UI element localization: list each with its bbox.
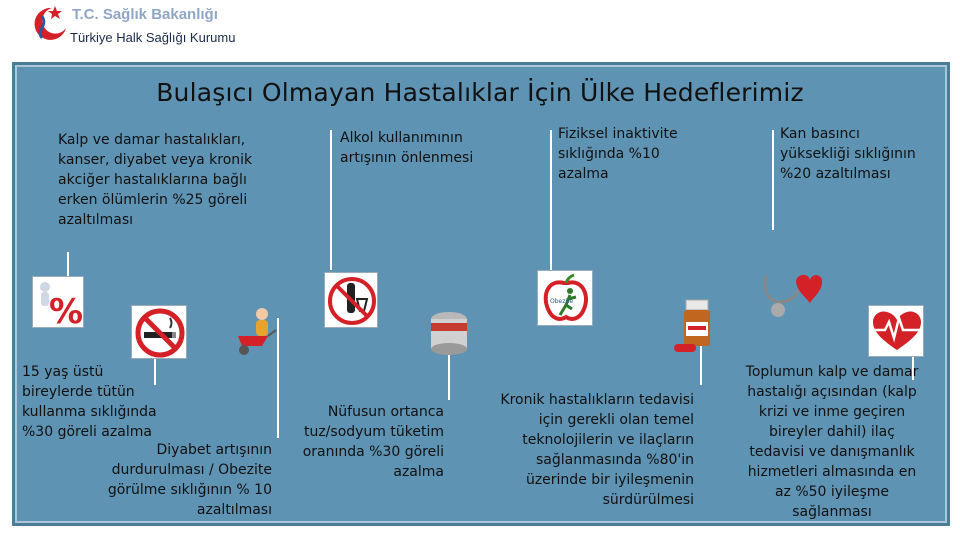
running-apple-icon (538, 271, 593, 326)
medicine-tile (672, 296, 720, 356)
connector-line (330, 130, 332, 270)
target-tobacco: 15 yaş üstü bireylerde tütün kullanma sıklığında %30 göreli azalma (22, 364, 157, 440)
target-diabetes-obesity: Diyabet artışının durdurulması / Obezite görülme sıklığının % 10 azaltılması (107, 442, 272, 518)
svg-text:Obezite: Obezite (550, 298, 574, 305)
no-smoking-icon (132, 306, 187, 359)
target-cardio-treatment: Toplumun kalp ve damar hastalığı açısından (kalp krizi ve inme geçiren bireyler dahil) ilaç tedavisi ve danışmanlık hizmetleri almasında en az %50 iyileşme sağlanması (745, 364, 919, 520)
no-alcohol-icon (325, 273, 378, 328)
target-blood-pressure: Kan basıncı yüksekliği sıklığının %20 azaltılması (780, 126, 916, 182)
connector-line (550, 130, 552, 270)
percent-icon (33, 277, 84, 328)
wheelbarrow-tile (232, 302, 280, 358)
slide-title: Bulaşıcı Olmayan Hastalıklar İçin Ülke Hedeflerimiz (156, 78, 804, 107)
no-alcohol-tile (324, 272, 378, 328)
ministry-logo-icon (22, 2, 70, 44)
no-smoking-tile (131, 305, 187, 359)
svg-text:%: % (49, 292, 84, 328)
target-salt: Nüfusun ortanca tuz/sodyum tüketim oranında %30 göreli azalma (302, 404, 444, 480)
connector-line (67, 252, 69, 278)
target-physical-inactivity: Fiziksel inaktivite sıklığında %10 azalma (558, 126, 678, 182)
connector-line (772, 130, 774, 230)
target-early-deaths: Kalp ve damar hastalıkları, kanser, diyabet veya kronik akciğer hastalıklarına bağlı erken ölümlerin %25 göreli azaltılması (58, 132, 253, 228)
percent-tile (32, 276, 84, 328)
medicine-icon (672, 296, 720, 356)
salt-shaker-icon (422, 305, 476, 357)
org-subtitle: Türkiye Halk Sağlığı Kurumu (70, 30, 236, 45)
heartbeat-icon (869, 306, 924, 357)
connector-line (448, 350, 450, 400)
heartbeat-tile (868, 305, 924, 357)
target-essential-medicines: Kronik hastalıkların tedavisi için gerekli olan temel teknolojilerin ve ilaçların sağlanmasında %80'in üzerinde bir iyileşmenin sürdürülmesi (500, 392, 694, 508)
fitness-tile (537, 270, 593, 326)
stethoscope-tile (760, 268, 822, 322)
org-title: T.C. Sağlık Bakanlığı (72, 6, 218, 23)
target-alcohol: Alkol kullanımının artışının önlenmesi (340, 130, 474, 166)
salt-shaker-tile (422, 305, 476, 357)
stethoscope-heart-icon (760, 268, 822, 322)
wheelbarrow-icon (232, 302, 280, 358)
